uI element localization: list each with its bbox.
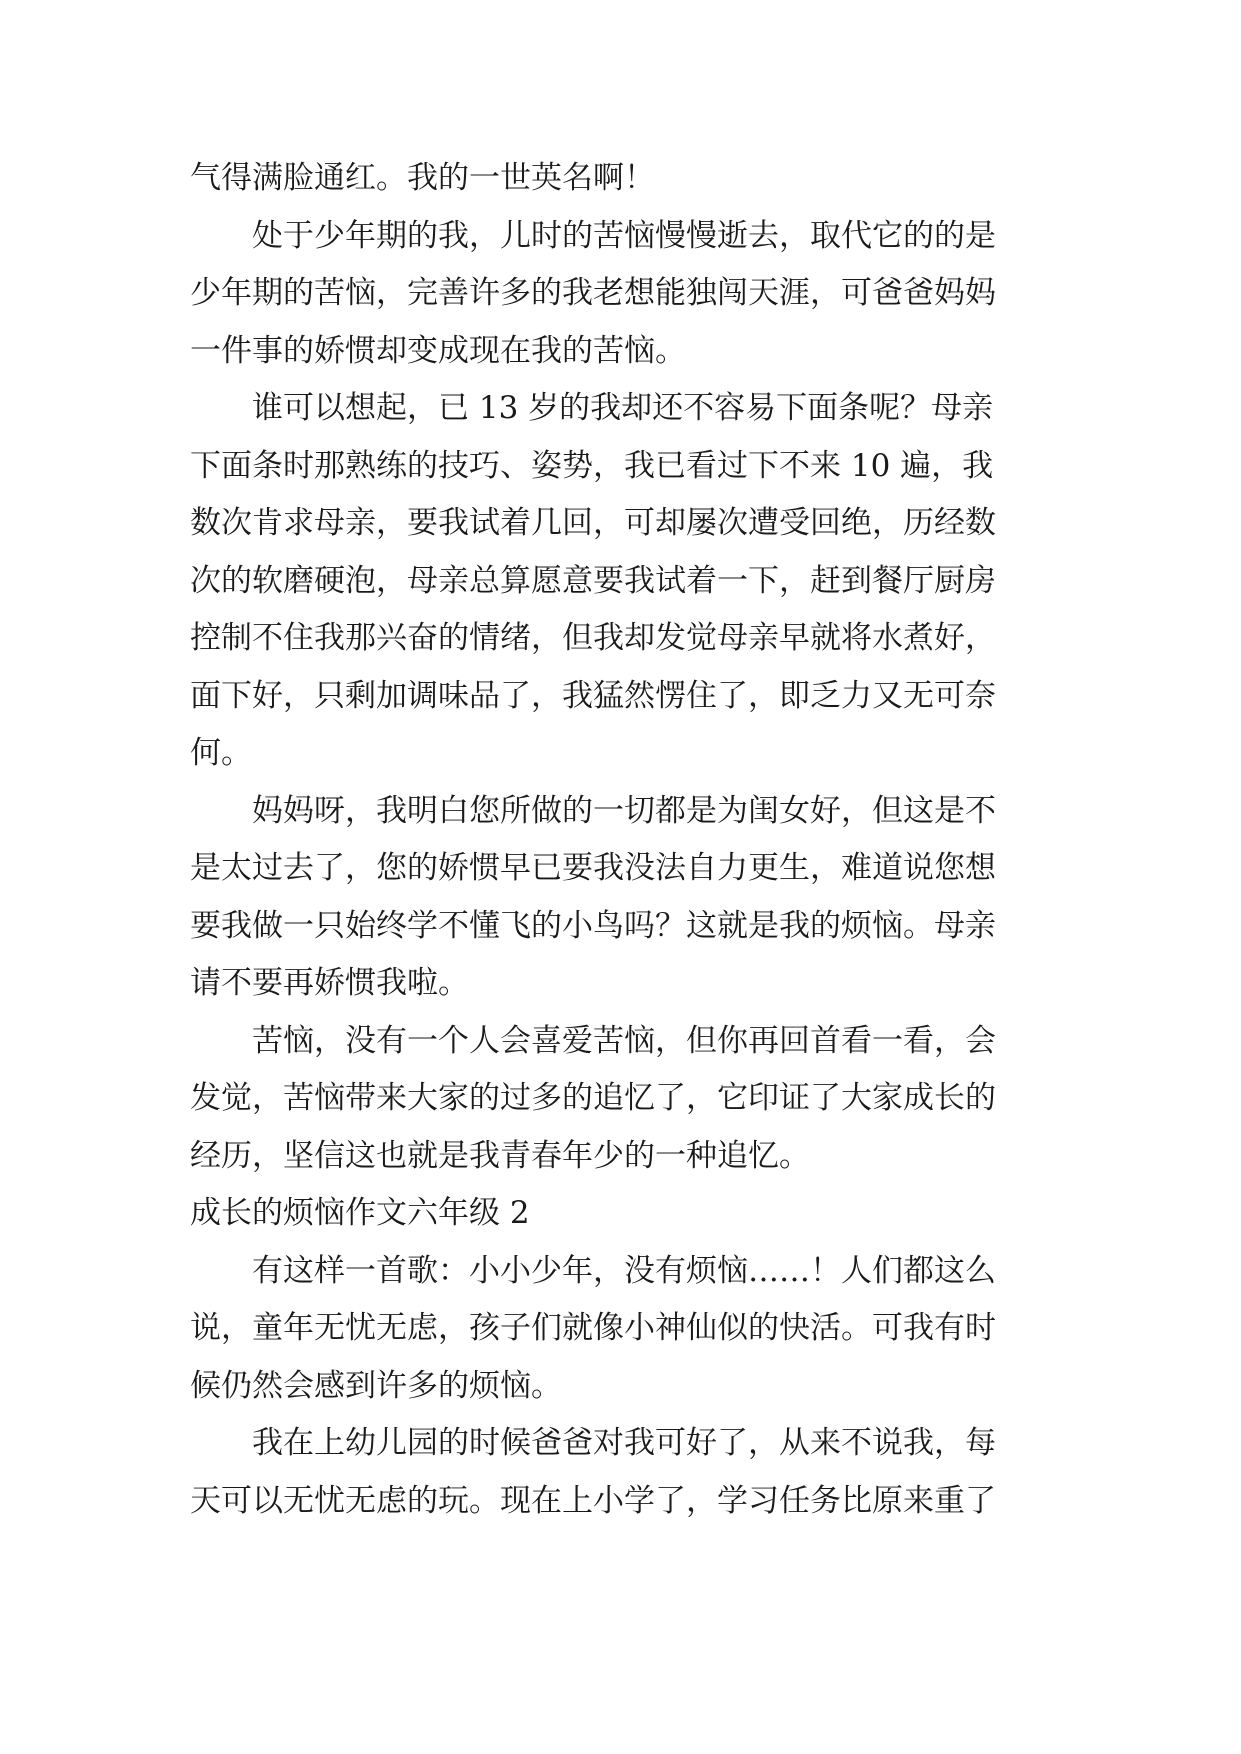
text-line: 是太过去了，您的娇惯早已要我没法自力更生，难道说您想	[190, 850, 996, 886]
paragraph-start-line: 我在上幼儿园的时候爸爸对我可好了，从来不说我，每	[252, 1425, 996, 1461]
text-line: 下面条时那熟练的技巧、姿势，我已看过下不来 10 遍，我	[190, 447, 994, 484]
text-line: 何。	[190, 735, 252, 771]
text-line: 一件事的娇惯却变成现在我的苦恼。	[190, 332, 686, 369]
text-line: 控制不住我那兴奋的情绪，但我却发觉母亲早就将水煮好，	[190, 620, 996, 656]
text-line: 数次肯求母亲，要我试着几回，可却屡次遭受回绝，历经数	[190, 505, 996, 541]
text-line: 气得满脸通红。我的一世英名啊！	[190, 160, 655, 196]
text-line: 要我做一只始终学不懂飞的小鸟吗？这就是我的烦恼。母亲	[190, 907, 996, 944]
text-line: 面下好，只剩加调味品了，我猛然愣住了，即乏力又无可奈	[190, 677, 996, 714]
text-line: 少年期的苦恼，完善许多的我老想能独闯天涯，可爸爸妈妈	[190, 275, 996, 311]
paragraph-start-line: 谁可以想起，已 13 岁的我却还不容易下面条呢？母亲	[252, 390, 994, 426]
paragraph-start-line: 有这样一首歌：小小少年，没有烦恼……！人们都这么	[252, 1252, 996, 1289]
text-line: 经历，坚信这也就是我青春年少的一种追忆。	[190, 1137, 810, 1174]
paragraph-start-line: 处于少年期的我，儿时的苦恼慢慢逝去，取代它的的是	[252, 217, 996, 254]
text-line: 说，童年无忧无虑，孩子们就像小神仙似的快活。可我有时	[190, 1310, 996, 1346]
body-text	[190, 150, 1060, 1530]
paragraph-start-line: 妈妈呀，我明白您所做的一切都是为闺女好，但这是不	[252, 792, 996, 829]
text-line: 候仍然会感到许多的烦恼。	[190, 1367, 562, 1404]
text-line: 天可以无忧无虑的玩。现在上小学了，学习任务比原来重了	[190, 1482, 996, 1519]
text-line: 次的软磨硬泡，母亲总算愿意要我试着一下，赶到餐厅厨房	[190, 562, 996, 599]
paragraph-start-line: 苦恼，没有一个人会喜爱苦恼，但你再回首看一看，会	[252, 1022, 996, 1059]
section-heading: 成长的烦恼作文六年级 2	[190, 1195, 530, 1231]
text-line: 发觉，苦恼带来大家的过多的追忆了，它印证了大家成长的	[190, 1080, 996, 1116]
text-line: 请不要再娇惯我啦。	[190, 965, 469, 1001]
